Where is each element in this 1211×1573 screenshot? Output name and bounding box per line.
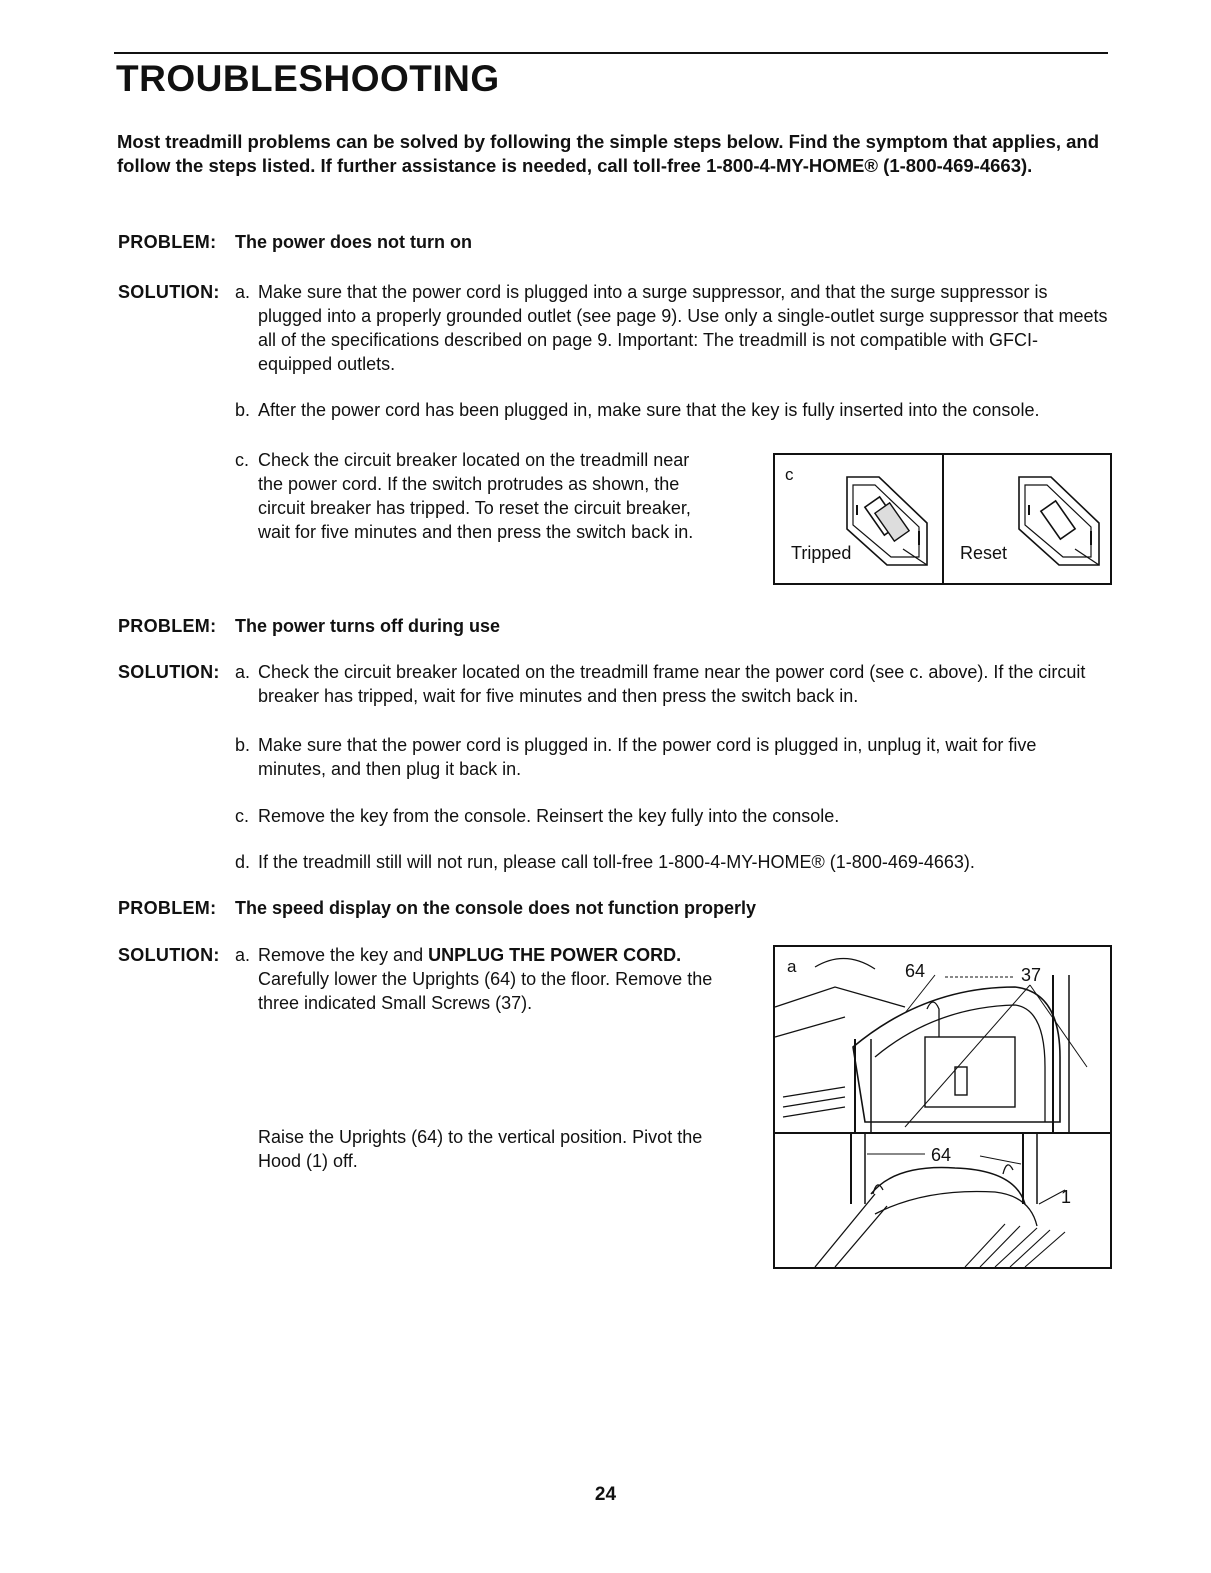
step-text-pre: Remove the key and bbox=[258, 945, 429, 965]
problem-label: PROBLEM: bbox=[118, 898, 217, 918]
step-letter: d. bbox=[235, 852, 251, 872]
problem-text: The speed display on the console does not function properly bbox=[235, 898, 757, 918]
callout-64: 64 bbox=[905, 961, 926, 981]
step-text: Remove the key from the console. Reinsert the key fully into the console. bbox=[258, 806, 840, 826]
step-letter: a. bbox=[235, 282, 251, 302]
problem-text: The power turns off during use bbox=[235, 616, 500, 636]
step-text: Make sure that the power cord is plugged into a surge suppressor, and that the surge suppressor is plugged into a properly grounded outlet (see page 9). Use only a single-outlet surge suppressor that meets all of the specifications described on page 9. Important: The treadmill is not compatible with GFCI-equipped outlets. bbox=[258, 282, 1108, 374]
solution-step bbox=[235, 660, 1110, 708]
solution-step bbox=[235, 448, 713, 544]
solution-step bbox=[235, 850, 1095, 874]
callout-37: 37 bbox=[1021, 965, 1042, 985]
solution-label: SOLUTION: bbox=[118, 282, 220, 302]
problem-label: PROBLEM: bbox=[118, 232, 217, 252]
problem-text: The power does not turn on bbox=[235, 232, 472, 252]
step-text bbox=[258, 943, 735, 1015]
step-letter: c. bbox=[235, 450, 250, 470]
reset-caption: Reset bbox=[960, 543, 1008, 563]
intro-paragraph: Most treadmill problems can be solved by following the simple steps below. Find the symptom that applies, and follow the steps listed. If further assistance is needed, call toll-free 1-800-4-MY-HOME® (1-800-469-4663). bbox=[117, 131, 1100, 176]
page-number: 24 bbox=[594, 1484, 617, 1505]
step-letter: c. bbox=[235, 806, 250, 826]
step-letter: b. bbox=[235, 400, 251, 420]
raised-uprights-illustration bbox=[775, 1134, 1110, 1267]
page-title: TROUBLESHOOTING bbox=[116, 58, 500, 99]
solution-step bbox=[235, 943, 735, 1015]
step-text-post: Carefully lower the Uprights (64) to the floor. Remove the three indicated Small Screws (37). bbox=[258, 969, 713, 1013]
circuit-breaker-figure bbox=[773, 453, 1112, 585]
tripped-breaker-illustration bbox=[843, 469, 938, 569]
step-letter: a. bbox=[235, 945, 251, 965]
reset-breaker-illustration bbox=[1015, 469, 1110, 569]
solution-step bbox=[235, 280, 1110, 376]
solution-step bbox=[235, 733, 1095, 781]
tripped-caption: Tripped bbox=[791, 543, 852, 563]
callout-1: 1 bbox=[1061, 1187, 1072, 1207]
step-text: Make sure that the power cord is plugged in. If the power cord is plugged in, unplug it, wait for five minutes, and then plug it back in. bbox=[258, 735, 1037, 779]
step-text: Check the circuit breaker located on the treadmill near the power cord. If the switch protrudes as shown, the circuit breaker has tripped. To reset the circuit breaker, wait for five minutes and then press the switch back in. bbox=[258, 450, 694, 542]
step-text: If the treadmill still will not run, please call toll-free 1-800-4-MY-HOME® (1-800-469-4663). bbox=[258, 852, 975, 872]
step-text-warning: UNPLUG THE POWER CORD. bbox=[428, 945, 682, 965]
step-text: Raise the Uprights (64) to the vertical position. Pivot the Hood (1) off. bbox=[258, 1127, 703, 1171]
figure-letter: a bbox=[787, 957, 797, 976]
figure-letter: c bbox=[785, 465, 794, 484]
solution-step bbox=[235, 804, 1095, 828]
step-text: After the power cord has been plugged in, make sure that the key is fully inserted into the console. bbox=[258, 400, 1040, 420]
header-rule bbox=[114, 52, 1108, 54]
step-letter: b. bbox=[235, 735, 251, 755]
figure-divider bbox=[942, 455, 944, 583]
callout-64-lower: 64 bbox=[931, 1145, 952, 1165]
problem-label: PROBLEM: bbox=[118, 616, 217, 636]
solution-label: SOLUTION: bbox=[118, 945, 220, 965]
step-text: Check the circuit breaker located on the treadmill frame near the power cord (see c. above). If the circuit breaker has tripped, wait for five minutes and then press the switch back in. bbox=[258, 662, 1086, 706]
lowered-uprights-illustration bbox=[775, 947, 1110, 1132]
uprights-hood-figure bbox=[773, 945, 1112, 1269]
solution-step bbox=[235, 398, 1110, 422]
solution-label: SOLUTION: bbox=[118, 662, 220, 682]
solution-step bbox=[235, 1125, 735, 1173]
step-letter: a. bbox=[235, 662, 251, 682]
